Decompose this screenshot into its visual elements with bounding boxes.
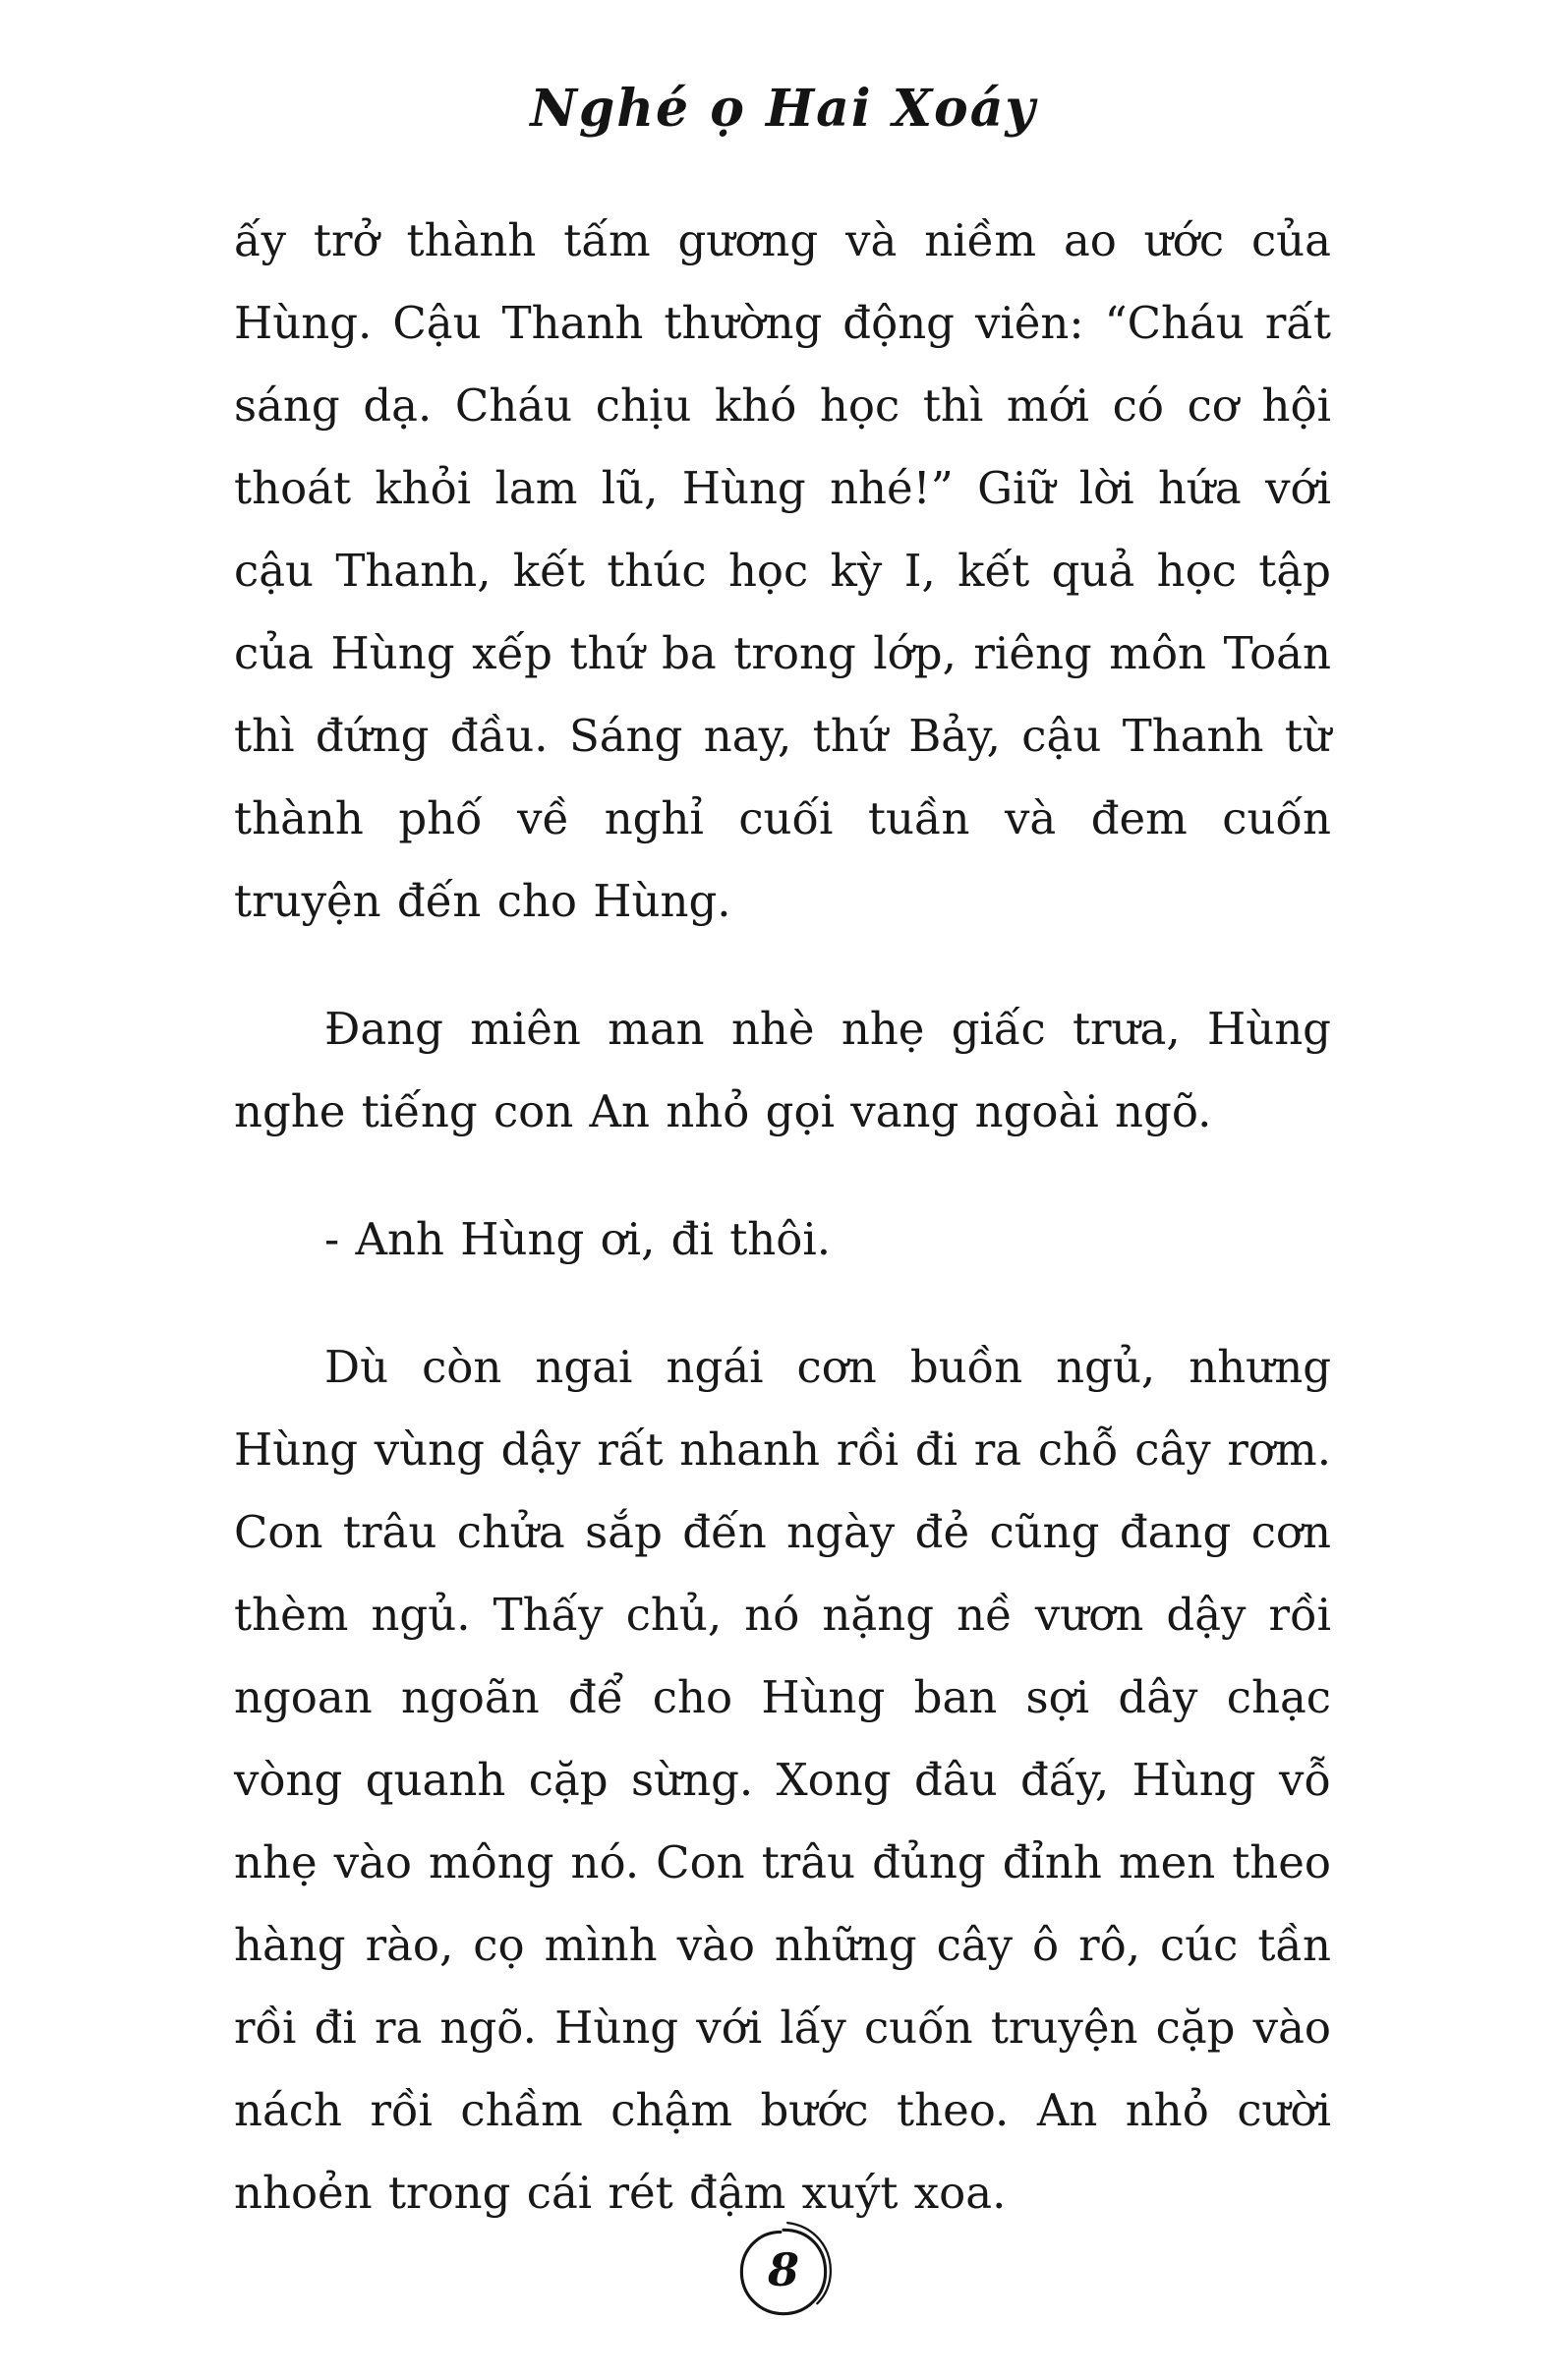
running-header-title: Nghé ọ Hai Xoáy (530, 79, 1037, 139)
body-paragraph: Dù còn ngai ngái cơn buồn ngủ, nhưng Hùng vùng dậy rất nhanh rồi đi ra chỗ cây rơm. Con trâu chửa sắp đến ngày đẻ cũng đang cơn thèm ngủ. Thấy chủ, nó nặng nề vươn dậy rồi ngoan ngoãn để cho Hùng ban sợi dây chạc vòng quanh cặp sừng. Xong đâu đấy, Hùng vỗ nhẹ vào mông nó. Con trâu đủng đỉnh men theo hàng rào, cọ mình vào những cây ô rô, cúc tần rồi đi ra ngõ. Hùng với lấy cuốn truyện cặp vào nách rồi chầm chậm bước theo. An nhỏ cười nhoẻn trong cái rét đậm xuýt xoa. (234, 1341, 1331, 2219)
page-footer (0, 2221, 1567, 2323)
body-paragraph-dialogue: - Anh Hùng ơi, đi thôi. (324, 1213, 832, 1265)
body-paragraph: ấy trở thành tấm gương và niềm ao ước của Hùng. Cậu Thanh thường động viên: “Cháu rất sáng dạ. Cháu chịu khó học thì mới có cơ hội thoát khỏi lam lũ, Hùng nhé!” Giữ lời hứa với cậu Thanh, kết thúc học kỳ I, kết quả học tập của Hùng xếp thứ ba trong lớp, riêng môn Toán thì đứng đầu. Sáng nay, thứ Bảy, cậu Thanh từ thành phố về nghỉ cuối tuần và đem cuốn truyện đến cho Hùng. (234, 214, 1331, 927)
body-text (234, 200, 1331, 2235)
page-number-ornament (732, 2221, 835, 2323)
page-number: 8 (767, 2243, 799, 2296)
body-paragraph: Đang miên man nhè nhẹ giấc trưa, Hùng nghe tiếng con An nhỏ gọi vang ngoài ngõ. (234, 1003, 1331, 1137)
